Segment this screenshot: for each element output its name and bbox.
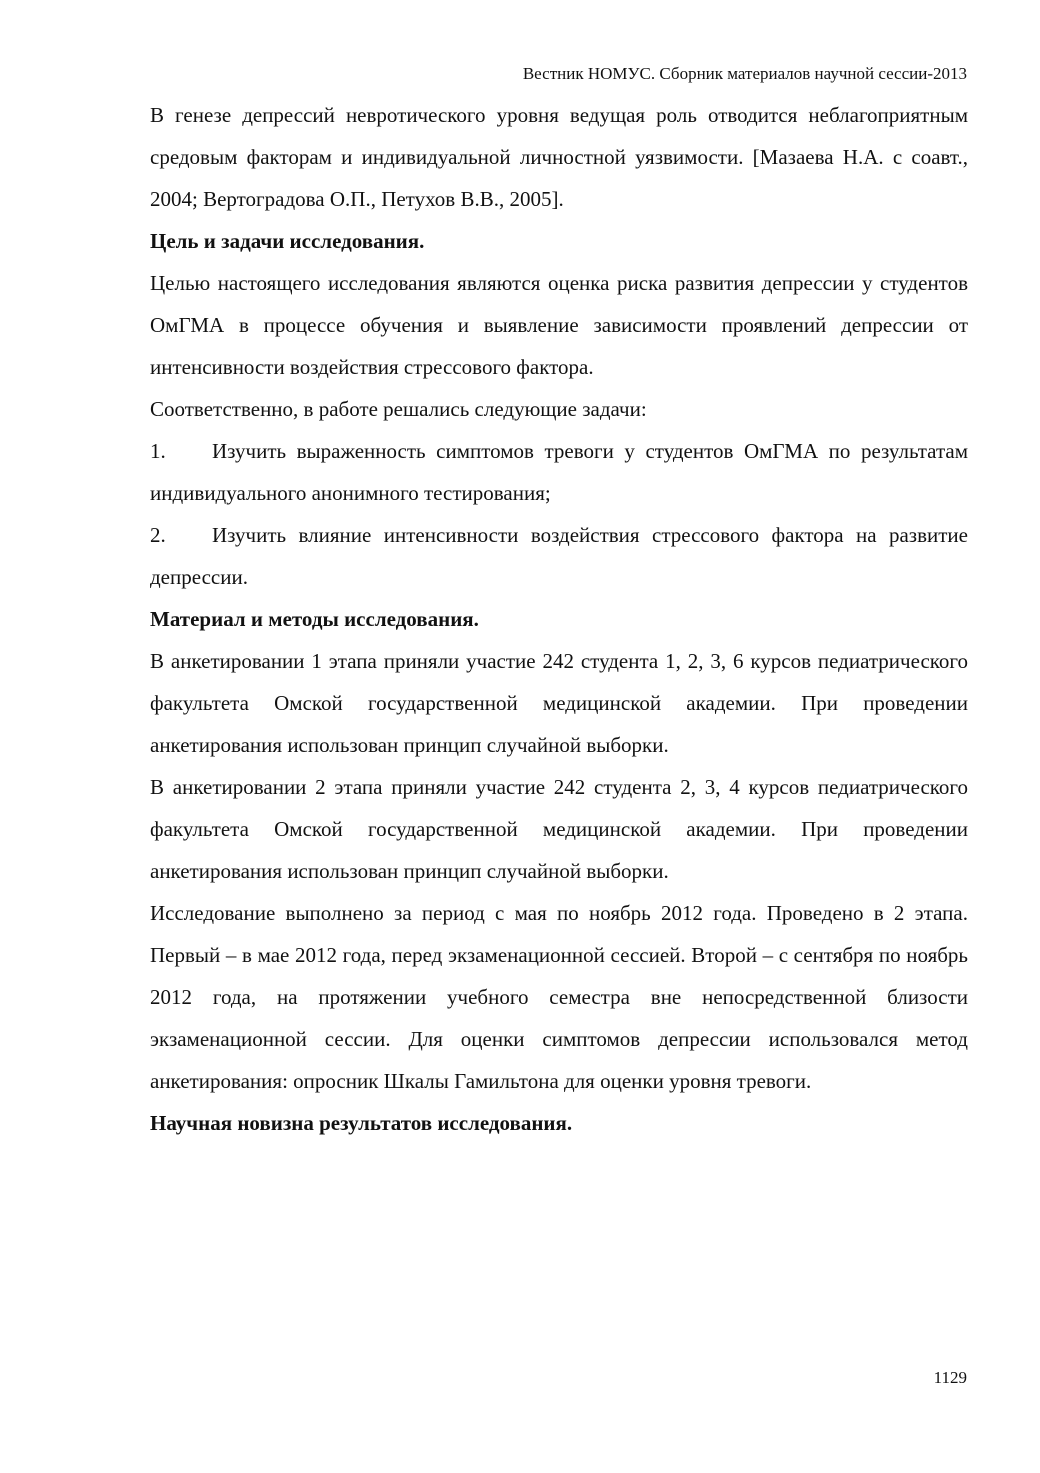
task-number: 2.: [150, 523, 166, 547]
novelty-heading: Научная новизна результатов исследования.: [150, 1111, 573, 1135]
goals-heading: Цель и задачи исследования.: [150, 229, 425, 253]
tasks-intro: Соответственно, в работе решались следующие задачи:: [150, 397, 647, 421]
intro-paragraph: В генезе депрессий невротического уровня ведущая роль отводится неблагоприятным средовым факторам и индивидуальной личностной уязвимости. [Мазаева Н.А. с соавт., 2004; Вертоградова О.П., Петухов В.В., 2005].: [150, 103, 968, 211]
task-text: Изучить влияние интенсивности воздействия стрессового фактора на развитие депрессии.: [150, 523, 968, 589]
task-item-1: [150, 430, 968, 514]
methods-heading: Материал и методы исследования.: [150, 607, 479, 631]
document-body: [150, 94, 968, 1144]
methods-paragraph-3: Исследование выполнено за период с мая по ноябрь 2012 года. Проведено в 2 этапа. Первый – в мае 2012 года, перед экзаменационной сессией. Второй – с сентября по ноябрь 2012 года, на протяжении учебного семестра вне непосредственной близости экзаменационной сессии. Для оценки симптомов депрессии использовался метод анкетирования: опросник Шкалы Гамильтона для оценки уровня тревоги.: [150, 901, 968, 1093]
goals-paragraph: Целью настоящего исследования являются оценка риска развития депрессии у студентов ОмГМА в процессе обучения и выявление зависимости проявлений депрессии от интенсивности воздействия стрессового фактора.: [150, 271, 968, 379]
running-header: Вестник НОМУС. Сборник материалов научной сессии-2013: [522, 64, 967, 83]
task-text: Изучить выраженность симптомов тревоги у студентов ОмГМА по результатам индивидуального анонимного тестирования;: [150, 439, 968, 505]
methods-paragraph-2: В анкетировании 2 этапа приняли участие 242 студента 2, 3, 4 курсов педиатрического факультета Омской государственной медицинской академии. При проведении анкетирования использован принцип случайной выборки.: [150, 775, 968, 883]
task-number: 1.: [150, 439, 166, 463]
task-item-2: [150, 514, 968, 598]
methods-paragraph-1: В анкетировании 1 этапа приняли участие 242 студента 1, 2, 3, 6 курсов педиатрического факультета Омской государственной медицинской академии. При проведении анкетирования использован принцип случайной выборки.: [150, 649, 968, 757]
page-number: 1129: [933, 1368, 967, 1387]
